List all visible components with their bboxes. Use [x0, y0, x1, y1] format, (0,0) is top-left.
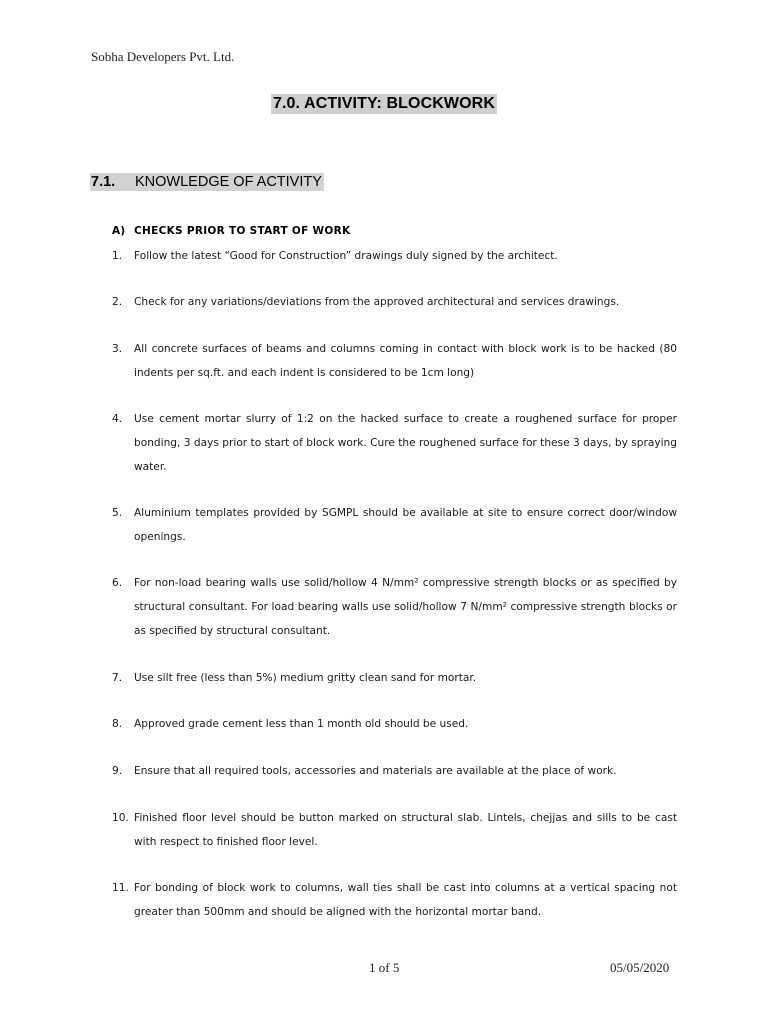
item-text: For non-load bearing walls use solid/hollow 4 N/mm² compressive strength blocks or as specified by structural consultant. For load bearing walls use solid/hollow 7 N/mm² compressive strength blocks or as specified by structural consultant. [134, 577, 677, 637]
item-number: 10. [112, 812, 129, 824]
company-header: Sobha Developers Pvt. Ltd. [91, 49, 235, 64]
item-text: Approved grade cement less than 1 month old should be used. [134, 718, 469, 730]
item-number: 9. [112, 765, 123, 777]
item-text: Ensure that all required tools, accessories and materials are available at the place of work. [134, 765, 617, 777]
list-item [112, 501, 677, 549]
list-item [112, 244, 677, 268]
item-text: Finished floor level should be button marked on structural slab. Lintels, chejjas and sills to be cast with respect to finished floor level. [134, 812, 677, 848]
item-number: 5. [112, 507, 123, 519]
item-number: 8. [112, 718, 123, 730]
section-number: 7.1. [91, 174, 116, 190]
section-heading [90, 173, 324, 191]
list-item [112, 712, 677, 736]
item-text: Use cement mortar slurry of 1:2 on the hacked surface to create a roughened surface for proper bonding, 3 days prior to start of block work. Cure the roughened surface for these 3 days, by spraying water. [134, 413, 677, 473]
item-number: 2. [112, 296, 123, 308]
item-text: Check for any variations/deviations from the approved architectural and services drawings. [134, 296, 620, 308]
item-text: Use silt free (less than 5%) medium gritty clean sand for mortar. [134, 672, 477, 684]
section-label: KNOWLEDGE OF ACTIVITY [135, 174, 322, 190]
page-number: 1 of 5 [369, 960, 400, 975]
item-number: 1. [112, 250, 123, 262]
list-item [112, 290, 677, 314]
item-number: 3. [112, 343, 123, 355]
subsection-label: CHECKS PRIOR TO START OF WORK [134, 225, 351, 237]
list-item [112, 666, 677, 690]
item-number: 11. [112, 882, 129, 894]
list-item [112, 876, 677, 924]
subsection-heading [112, 225, 350, 237]
item-text: All concrete surfaces of beams and columns coming in contact with block work is to be hacked (80 indents per sq.ft. and each indent is considered to be 1cm long) [134, 343, 677, 379]
list-item [112, 337, 677, 385]
list-item [112, 407, 677, 479]
list-item [112, 759, 677, 783]
item-number: 6. [112, 577, 123, 589]
item-text: For bonding of block work to columns, wall ties shall be cast into columns at a vertical spacing not greater than 500mm and should be aligned with the horizontal mortar band. [134, 882, 677, 918]
item-text: Follow the latest “Good for Construction” drawings duly signed by the architect. [134, 250, 558, 262]
page-title: 7.0. ACTIVITY: BLOCKWORK [273, 95, 495, 112]
item-number: 4. [112, 413, 123, 425]
subsection-marker: A) [112, 225, 126, 237]
list-item [112, 806, 677, 854]
item-text: Aluminium templates provided by SGMPL should be available at site to ensure correct door/window openings. [134, 507, 677, 543]
footer-date: 05/05/2020 [610, 960, 670, 975]
list-item [112, 571, 677, 643]
title-container [0, 94, 768, 114]
item-number: 7. [112, 672, 123, 684]
